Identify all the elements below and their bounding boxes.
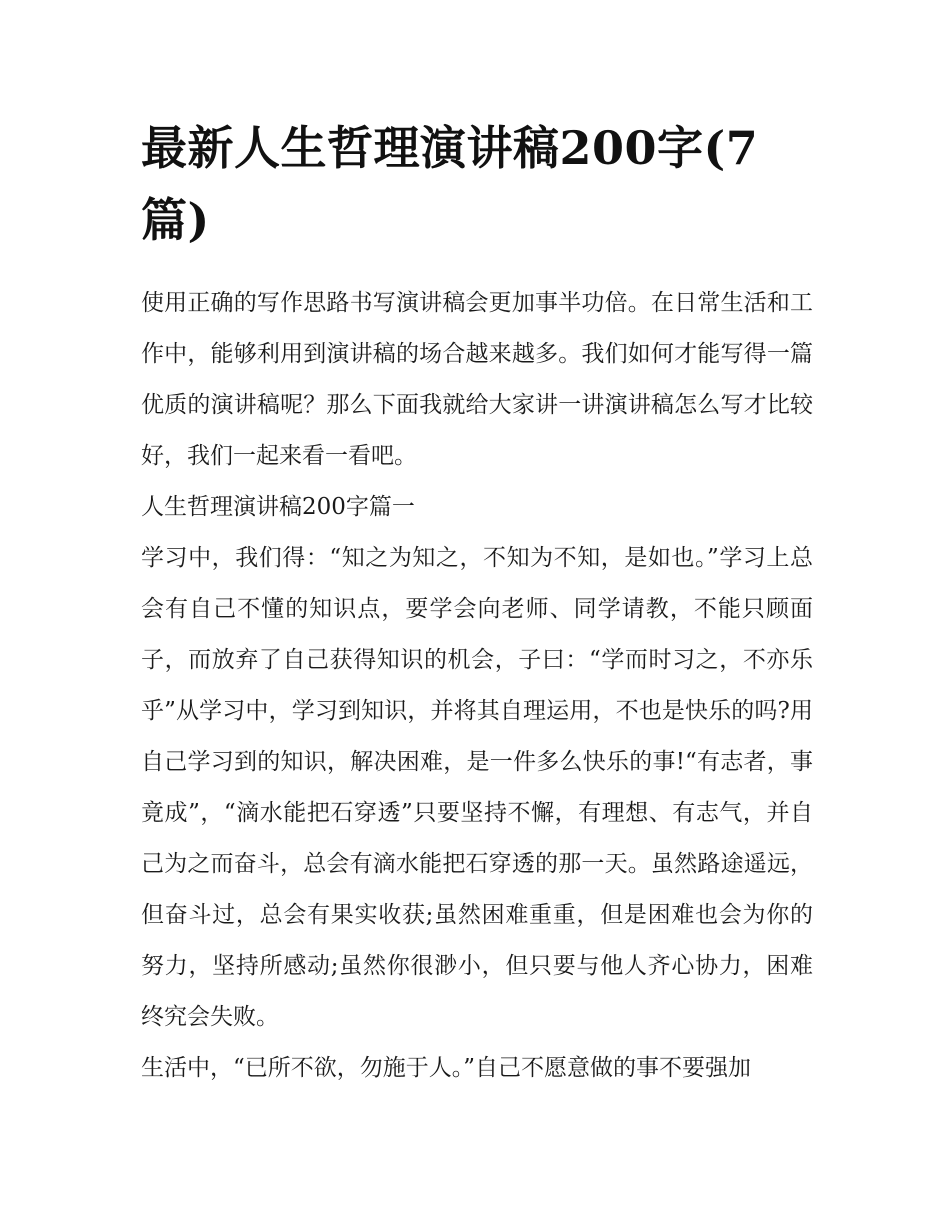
section-heading: 人生哲理演讲稿200字篇一: [141, 494, 415, 520]
document-body: [141, 112, 813, 1094]
body-paragraph-2: 生活中，“已所不欲，勿施于人。”自己不愿意做的事不要强加: [141, 1055, 752, 1081]
intro-paragraph: 使用正确的写作思路书写演讲稿会更加事半功倍。在日常生活和工作中，能够利用到演讲稿的场合越来越多。我们如何才能写得一篇优质的演讲稿呢？那么下面我就给大家讲一讲演讲稿怎么写才比较好，我们一起来看一看吧。: [141, 290, 813, 469]
document-title: 最新人生哲理演讲稿200字(7篇): [141, 121, 759, 247]
body-paragraph-1: 学习中，我们得：“知之为知之，不知为不知，是如也。”学习上总会有自己不懂的知识点，要学会向老师、同学请教，不能只顾面子，而放弃了自己获得知识的机会，子曰：“学而时习之，不亦乐乎”从学习中，学习到知识，并将其自理运用，不也是快乐的吗?用自己学习到的知识，解决困难，是一件多么快乐的事!“有志者，事竟成”，“滴水能把石穿透”只要坚持不懈，有理想、有志气，并自己为之而奋斗，总会有滴水能把石穿透的那一天。虽然路途遥远，但奋斗过，总会有果实收获;虽然困难重重，但是困难也会为你的努力，坚持所感动;虽然你很渺小，但只要与他人齐心协力，困难终究会失败。: [141, 545, 813, 1030]
